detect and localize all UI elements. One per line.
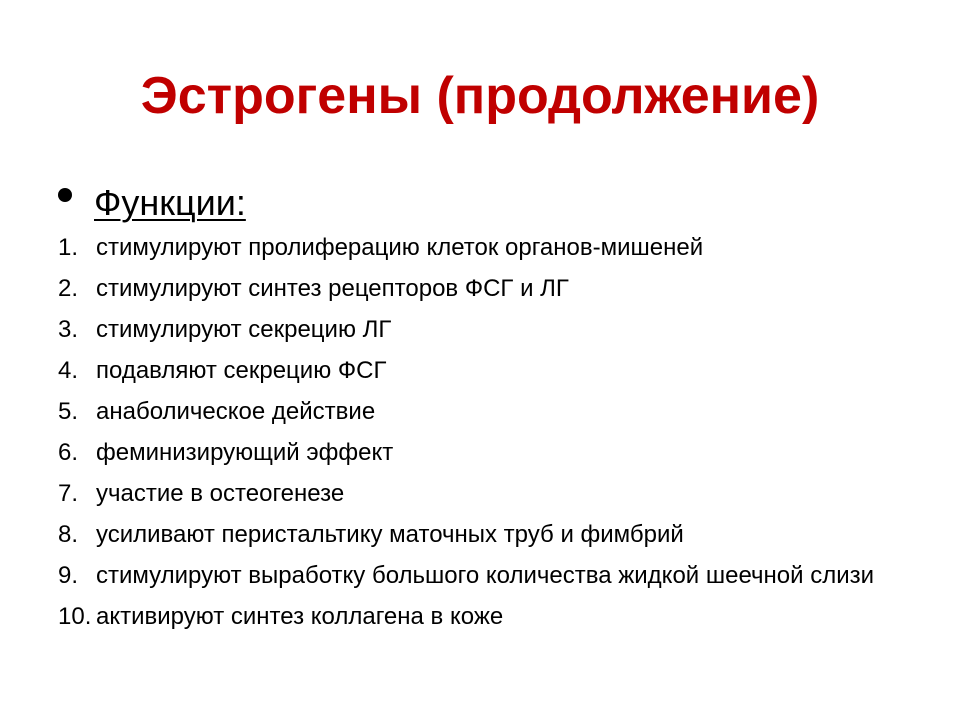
list-item-text: подавляют секрецию ФСГ: [96, 357, 387, 384]
list-item: [58, 355, 918, 386]
list-item-text: стимулируют пролиферацию клеток органов-мишеней: [96, 234, 704, 261]
list-item: [58, 478, 918, 509]
slide-title: Эстрогены (продолжение): [140, 67, 820, 125]
list-item-text: стимулируют секрецию ЛГ: [96, 316, 392, 343]
list-item: [58, 314, 918, 345]
list-item-text: анаболическое действие: [96, 398, 376, 425]
list-item-text: усиливают перистальтику маточных труб и фимбрий: [96, 521, 684, 548]
list-item-number: 5.: [58, 398, 79, 425]
list-item-number: 2.: [58, 275, 79, 302]
list-item: [58, 273, 918, 304]
list-item-number: 10.: [58, 603, 92, 630]
list-item-number: 6.: [58, 439, 79, 466]
functions-heading: Функции:: [94, 182, 246, 223]
functions-bullet: [58, 179, 246, 227]
list-item-number: 7.: [58, 480, 79, 507]
list-item-number: 9.: [58, 562, 79, 589]
list-item-number: 8.: [58, 521, 79, 548]
list-item-number: 3.: [58, 316, 79, 343]
list-item: [58, 396, 918, 427]
list-item-text: участие в остеогенезе: [96, 480, 345, 507]
list-item-text: стимулируют синтез рецепторов ФСГ и ЛГ: [96, 275, 569, 302]
list-item: [58, 560, 918, 591]
list-item: [58, 232, 918, 263]
list-item-text: феминизирующий эффект: [96, 439, 394, 466]
list-item-text: стимулируют выработку большого количества жидкой шеечной слизи: [96, 562, 875, 589]
bullet-dot-icon: [58, 188, 72, 202]
list-item-number: 1.: [58, 234, 79, 261]
list-item: [58, 437, 918, 468]
list-item: [58, 519, 918, 550]
list-item-number: 4.: [58, 357, 79, 384]
list-item: [58, 601, 918, 632]
functions-list: [58, 232, 918, 642]
list-item-text: активируют синтез коллагена в коже: [96, 603, 504, 630]
